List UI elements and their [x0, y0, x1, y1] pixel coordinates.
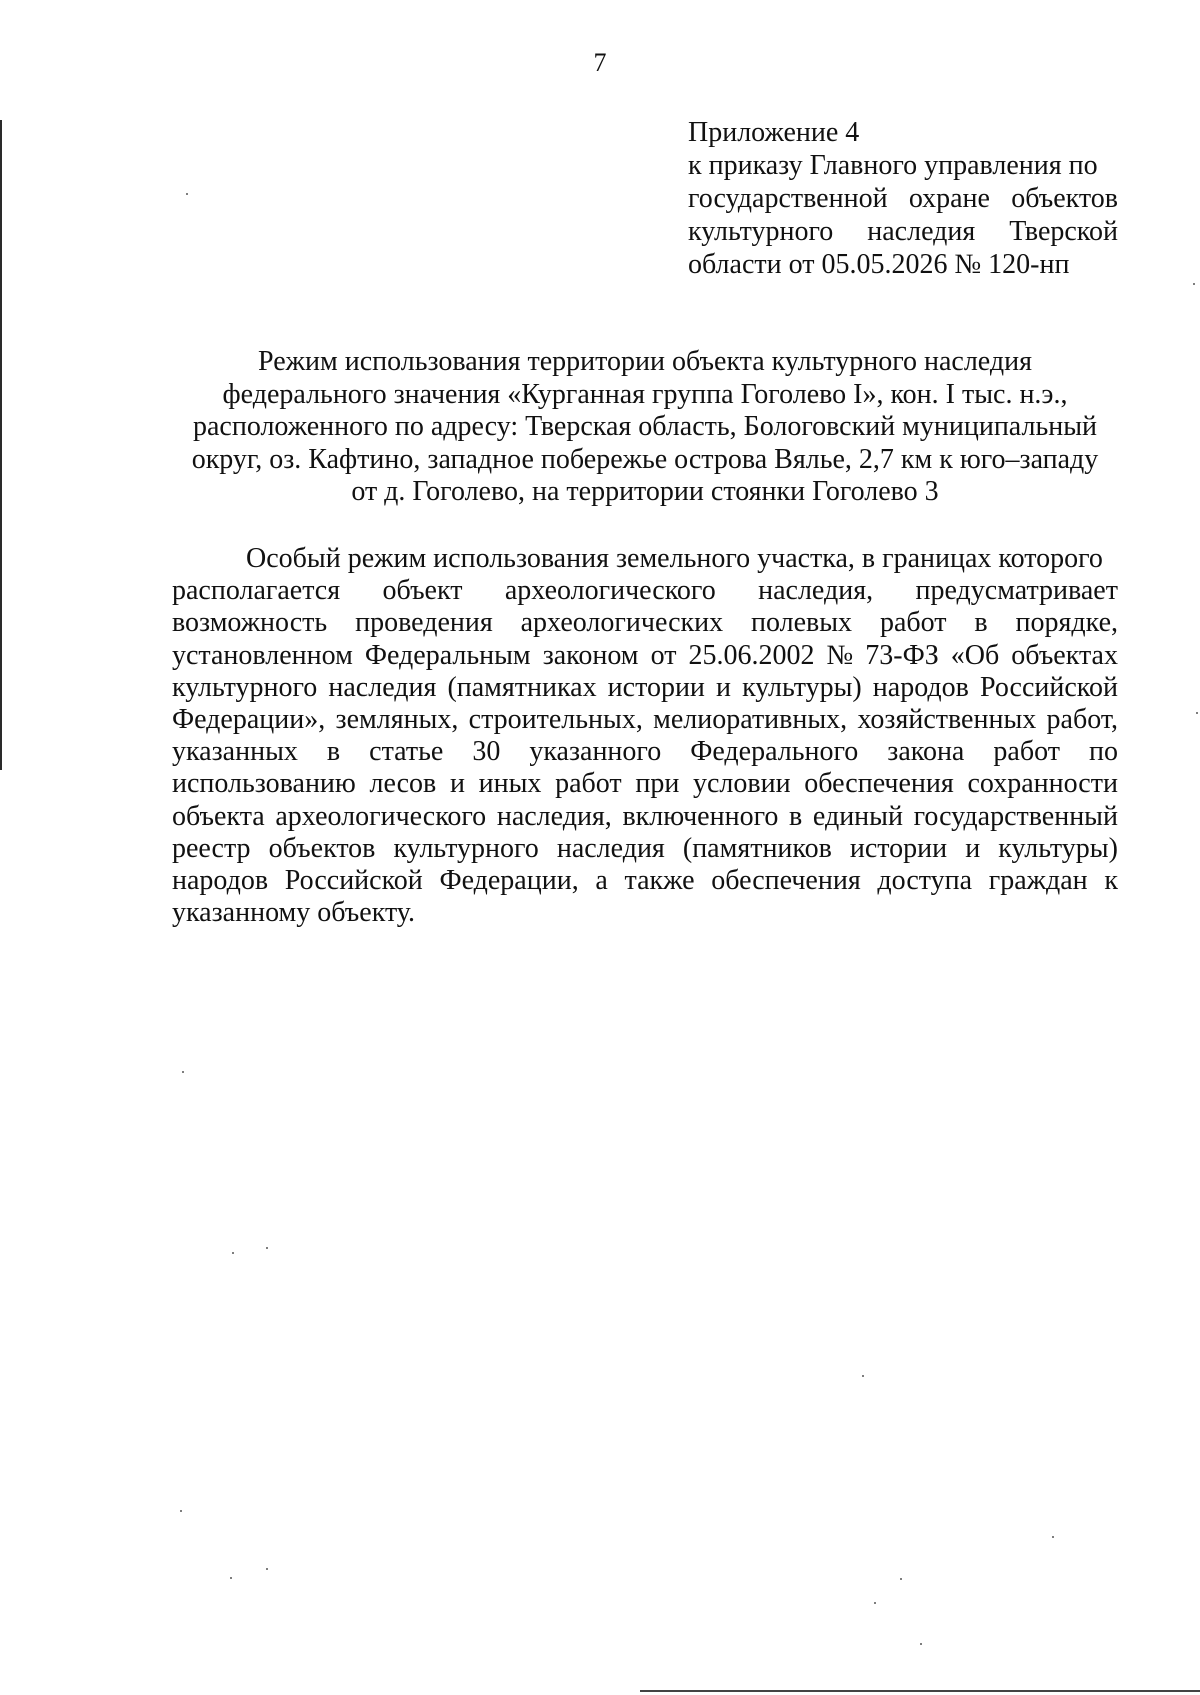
body-word: указанных: [172, 736, 298, 768]
scan-speck: [862, 1375, 864, 1377]
body-word: а: [595, 865, 608, 897]
body-word: наследия: [328, 671, 437, 703]
page-number: 7: [593, 48, 607, 77]
body-word: лесов: [369, 768, 437, 800]
body-word: предусматривает: [915, 575, 1118, 607]
body-word: наследия,: [496, 800, 612, 832]
body-word: обеспечения: [711, 865, 861, 897]
appendix-word: Тверской: [1009, 216, 1118, 247]
body-word: работ: [879, 607, 947, 639]
body-word: Российской: [979, 671, 1118, 703]
body-word: «Об: [950, 639, 1000, 671]
body-word: 25.06.2002: [688, 639, 815, 671]
scan-speck: [900, 1578, 902, 1580]
title-line: расположенного по адресу: Тверская область, Бологовский муниципальный: [192, 411, 1097, 442]
body-word: Федерации»,: [172, 704, 326, 736]
body-word: мелиоративных,: [653, 704, 848, 736]
body-word: хозяйственных: [857, 704, 1037, 736]
appendix-header: [688, 116, 1118, 281]
scan-speck: [1052, 1536, 1054, 1538]
appendix-line: к приказу Главного управления по: [688, 150, 1098, 181]
scan-speck: [182, 1071, 184, 1073]
scan-speck: [1196, 712, 1198, 714]
document-title: [150, 346, 1140, 509]
body-word: культурного: [393, 832, 539, 864]
body-word: располагается: [172, 575, 341, 607]
body-word: 30: [472, 736, 501, 768]
body-word: истории: [607, 671, 705, 703]
appendix-word: наследия: [867, 216, 976, 247]
body-word: включенного: [622, 800, 779, 832]
body-word: в: [974, 607, 988, 639]
body-word: условии: [693, 768, 791, 800]
body-word: истории: [849, 832, 948, 864]
body-word: народов: [172, 865, 269, 897]
body-word: обеспечения: [804, 768, 954, 800]
body-word: Федерального: [690, 736, 859, 768]
scan-speck: [266, 1247, 268, 1249]
scan-speck: [1193, 283, 1195, 285]
scan-speck: [230, 1577, 232, 1579]
scan-speck: [266, 1568, 268, 1570]
body-word: законом: [542, 639, 639, 671]
body-word: по: [1088, 736, 1118, 768]
body-line: указанному объекту.: [172, 897, 416, 929]
body-word: народов: [872, 671, 969, 703]
body-word: полевых: [750, 607, 853, 639]
body-word: археологического: [504, 575, 716, 607]
body-word: объектов: [268, 832, 376, 864]
body-word: и: [716, 671, 731, 703]
body-word: объектах: [1011, 639, 1118, 671]
body-word: и: [449, 768, 465, 800]
body-word: граждан: [988, 865, 1088, 897]
body-word: также: [624, 865, 695, 897]
body-word: использованию: [172, 768, 356, 800]
appendix-line: [688, 182, 1118, 215]
scan-speck: [186, 193, 188, 195]
appendix-word: государственной: [688, 183, 888, 214]
scan-speck: [874, 1602, 876, 1604]
body-word: 73-ФЗ: [865, 639, 939, 671]
body-word: в: [789, 800, 803, 832]
appendix-word: охране: [908, 183, 990, 214]
body-word: объекта: [172, 800, 265, 832]
body-word: в: [326, 736, 341, 768]
body-word: закона: [887, 736, 965, 768]
body-word: строительных,: [468, 704, 643, 736]
body-word: объект: [382, 575, 463, 607]
body-line: [172, 833, 1118, 865]
scan-speck: [920, 1643, 922, 1645]
body-line: [172, 865, 1118, 897]
scan-speck: [180, 1510, 182, 1512]
body-word: проведения: [355, 607, 493, 639]
body-word: культуры): [742, 671, 862, 703]
body-word: Федеральным: [364, 639, 531, 671]
body-word: установленном: [172, 639, 353, 671]
body-word: (памятников: [682, 832, 832, 864]
body-word: реестр: [172, 832, 251, 864]
body-line: Особый режим использования земельного участка, в границах которого: [246, 543, 1103, 574]
body-word: работ: [993, 736, 1060, 768]
body-word: доступа: [877, 865, 973, 897]
body-word: государственный: [913, 800, 1118, 832]
scan-edge-line: [0, 120, 2, 770]
scan-bottom-edge: [640, 1690, 1200, 1695]
body-word: работ,: [1046, 704, 1118, 736]
appendix-line: [688, 215, 1118, 248]
body-word: земляных,: [335, 704, 459, 736]
body-word: сохранности: [967, 768, 1118, 800]
body-word: иных: [478, 768, 542, 800]
body-line: [172, 768, 1118, 800]
body-word: работ: [555, 768, 622, 800]
body-word: к: [1104, 865, 1118, 897]
title-line: Режим использования территории объекта культурного наследия: [258, 346, 1032, 377]
body-word: от: [650, 639, 677, 671]
body-line: [172, 704, 1118, 736]
body-word: возможность: [172, 607, 328, 639]
body-line: [172, 736, 1118, 768]
body-word: порядке,: [1015, 607, 1118, 639]
body-line: [172, 575, 1118, 607]
body-word: культурного: [172, 671, 318, 703]
body-word: единый: [812, 800, 903, 832]
body-line: [172, 672, 1118, 704]
appendix-order-ref: области от 05.05.2026 № 120-нп: [688, 249, 1070, 280]
body-word: и: [965, 832, 981, 864]
body-word: при: [635, 768, 680, 800]
appendix-title: Приложение 4: [688, 117, 860, 148]
body-line: [172, 640, 1118, 672]
body-line: [172, 801, 1118, 833]
title-line: федерального значения «Курганная группа Гоголево I», кон. I тыс. н.э.,: [222, 378, 1068, 410]
body-word: статье: [369, 736, 444, 768]
title-line: округ, оз. Кафтино, западное побережье острова Вялье, 2,7 км к юго–западу: [191, 443, 1099, 475]
body-word: (памятниках: [447, 671, 597, 703]
appendix-word: объектов: [1011, 183, 1118, 214]
body-word: археологических: [520, 607, 724, 639]
body-paragraph: [172, 543, 1118, 929]
body-word: №: [826, 639, 854, 671]
body-word: указанного: [529, 736, 662, 768]
title-line: от д. Гоголево, на территории стоянки Гоголево 3: [351, 476, 939, 507]
body-line: [172, 607, 1118, 639]
body-word: Российской: [284, 865, 423, 897]
body-word: археологического: [275, 800, 487, 832]
body-word: Федерации,: [439, 865, 579, 897]
appendix-word: культурного: [688, 216, 834, 247]
scan-speck: [232, 1252, 234, 1254]
body-word: наследия: [556, 832, 665, 864]
body-word: культуры): [998, 832, 1118, 864]
body-word: наследия,: [758, 575, 874, 607]
